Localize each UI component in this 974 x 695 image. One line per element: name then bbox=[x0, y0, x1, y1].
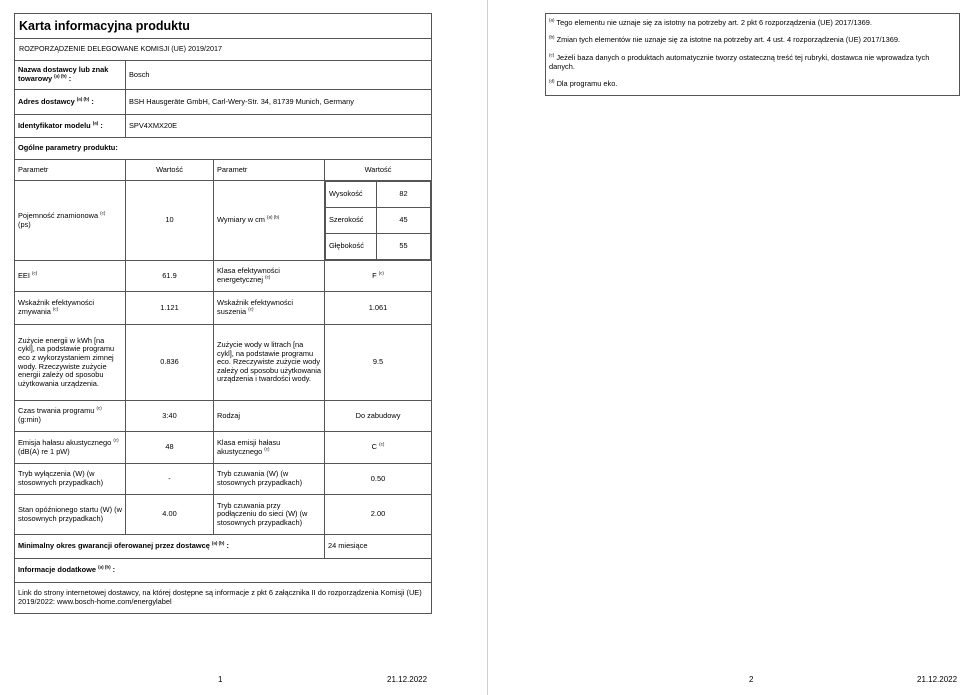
networked-standby-label: Tryb czuwania przy podłączeniu do sieci (W) (w stosownych przypadkach) bbox=[214, 495, 325, 535]
delay-start-label: Stan opóźnionego startu (W) (w stosownych przypadkach) bbox=[15, 495, 126, 535]
additional-info-label: Informacje dodatkowe $^{(a) (b)}$ : bbox=[15, 559, 432, 583]
dimensions-values bbox=[325, 181, 432, 261]
cleaning-index-value: 1.121 bbox=[126, 292, 214, 325]
height-value: 82 bbox=[377, 182, 431, 208]
energy-consumption-label: Zużycie energii w kWh [na cykl], na podstawie programu eco z wykorzystaniem zimnej wody. Rzeczywiste zużycie energii zależy od sposobu użytkowania urządzenia. bbox=[15, 325, 126, 401]
eei-label: EEI $^{(c)}$ bbox=[15, 261, 126, 292]
model-label: Identyfikator modelu $^{(a)}$ : bbox=[15, 115, 126, 138]
type-value: Do zabudowy bbox=[325, 401, 432, 432]
footnote: $^{(c)}$ Jeżeli baza danych o produktach automatycznie tworzy ostateczną treść tej rubryki, dostawca nie wprowadza tych danych. bbox=[549, 52, 930, 71]
column-header-parameter: Parametr bbox=[15, 160, 126, 181]
regulation-reference: ROZPORZĄDZENIE DELEGOWANE KOMISJI (UE) 2019/2017 bbox=[15, 39, 432, 61]
drying-index-value: 1.061 bbox=[325, 292, 432, 325]
supplier-value: Bosch bbox=[126, 61, 432, 90]
width-label: Szerokość bbox=[326, 208, 377, 234]
capacity-label: Pojemność znamionowa $^{(c)}$ (ps) bbox=[15, 181, 126, 261]
networked-standby-value: 2.00 bbox=[325, 495, 432, 535]
cleaning-index-label: Wskaźnik efektywności zmywania $^{(c)}$ bbox=[15, 292, 126, 325]
eei-value: 61.9 bbox=[126, 261, 214, 292]
page-number: 1 bbox=[218, 675, 223, 684]
footnote: $^{(b)}$ Zmian tych elementów nie uznaje się za istotne na potrzeby art. 4 ust. 4 rozporządzenia (UE) 2017/1369. bbox=[549, 34, 901, 45]
program-duration-value: 3:40 bbox=[126, 401, 214, 432]
general-parameters-header: Ogólne parametry produktu: bbox=[15, 138, 432, 160]
column-header-value: Wartość bbox=[126, 160, 214, 181]
page-number: 2 bbox=[749, 675, 754, 684]
noise-emission-label: Emisja hałasu akustycznego $^{(c)}$ (dB(A) re 1 pW) bbox=[15, 432, 126, 464]
footnote: $^{(d)}$ Dla programu eko. bbox=[549, 78, 618, 88]
depth-value: 55 bbox=[377, 234, 431, 260]
noise-emission-value: 48 bbox=[126, 432, 214, 464]
supplier-label: Nazwa dostawcy lub znak towarowy $^{(a) (b)}$ : bbox=[15, 61, 126, 90]
drying-index-label: Wskaźnik efektywności suszenia $^{(c)}$ bbox=[214, 292, 325, 325]
warranty-value: 24 miesiące bbox=[325, 535, 432, 559]
efficiency-class-label: Klasa efektywności energetycznej $^{(c)}$ bbox=[214, 261, 325, 292]
dimensions-label: Wymiary w cm $^{(a) (b)}$ bbox=[214, 181, 325, 261]
height-label: Wysokość bbox=[326, 182, 377, 208]
depth-label: Głębokość bbox=[326, 234, 377, 260]
warranty-label: Minimalny okres gwarancji oferowanej przez dostawcę $^{(a) (b)}$ : bbox=[15, 535, 325, 559]
noise-class-label: Klasa emisji hałasu akustycznego $^{(c)}$ bbox=[214, 432, 325, 464]
energy-label-link[interactable]: Link do strony internetowej dostawcy, na której dostępne są informacje z pkt 6 załącznika II do rozporządzenia Komisji (UE) 2019/2022: www.bosch-home.com/energylabel bbox=[15, 583, 432, 614]
standby-value: 0.50 bbox=[325, 464, 432, 495]
off-mode-value: - bbox=[126, 464, 214, 495]
page-date: 21.12.2022 bbox=[917, 675, 958, 684]
type-label: Rodzaj bbox=[214, 401, 325, 432]
delay-start-value: 4.00 bbox=[126, 495, 214, 535]
page-divider bbox=[487, 0, 488, 695]
water-consumption-value: 9.5 bbox=[325, 325, 432, 401]
column-header-value: Wartość bbox=[325, 160, 432, 181]
page-date: 21.12.2022 bbox=[387, 675, 428, 684]
energy-consumption-value: 0.836 bbox=[126, 325, 214, 401]
model-value: SPV4XMX20E bbox=[126, 115, 432, 138]
off-mode-label: Tryb wyłączenia (W) (w stosownych przypadkach) bbox=[15, 464, 126, 495]
noise-class-value: C $^{(c)}$ bbox=[325, 432, 432, 464]
capacity-value: 10 bbox=[126, 181, 214, 261]
footnote: $^{(a)}$ Tego elementu nie uznaje się za istotny na potrzeby art. 2 pkt 6 rozporządzenia (UE) 2017/1369. bbox=[549, 17, 872, 27]
standby-label: Tryb czuwania (W) (w stosownych przypadkach) bbox=[214, 464, 325, 495]
sheet-title: Karta informacyjna produktu bbox=[15, 14, 432, 39]
footnotes-box bbox=[545, 13, 960, 96]
width-value: 45 bbox=[377, 208, 431, 234]
address-label: Adres dostawcy $^{(a) (b)}$ : bbox=[15, 90, 126, 115]
product-information-sheet bbox=[14, 13, 432, 614]
column-header-parameter: Parametr bbox=[214, 160, 325, 181]
program-duration-label: Czas trwania programu $^{(c)}$ (g:min) bbox=[15, 401, 126, 432]
efficiency-class-value: F $^{(c)}$ bbox=[325, 261, 432, 292]
address-value: BSH Hausgeräte GmbH, Carl-Wery-Str. 34, 81739 Munich, Germany bbox=[126, 90, 432, 115]
water-consumption-label: Zużycie wody w litrach [na cykl], na podstawie programu eco. Rzeczywiste zużycie wody zależy od sposobu użytkowania urządzenia i twardości wody. bbox=[214, 325, 325, 401]
